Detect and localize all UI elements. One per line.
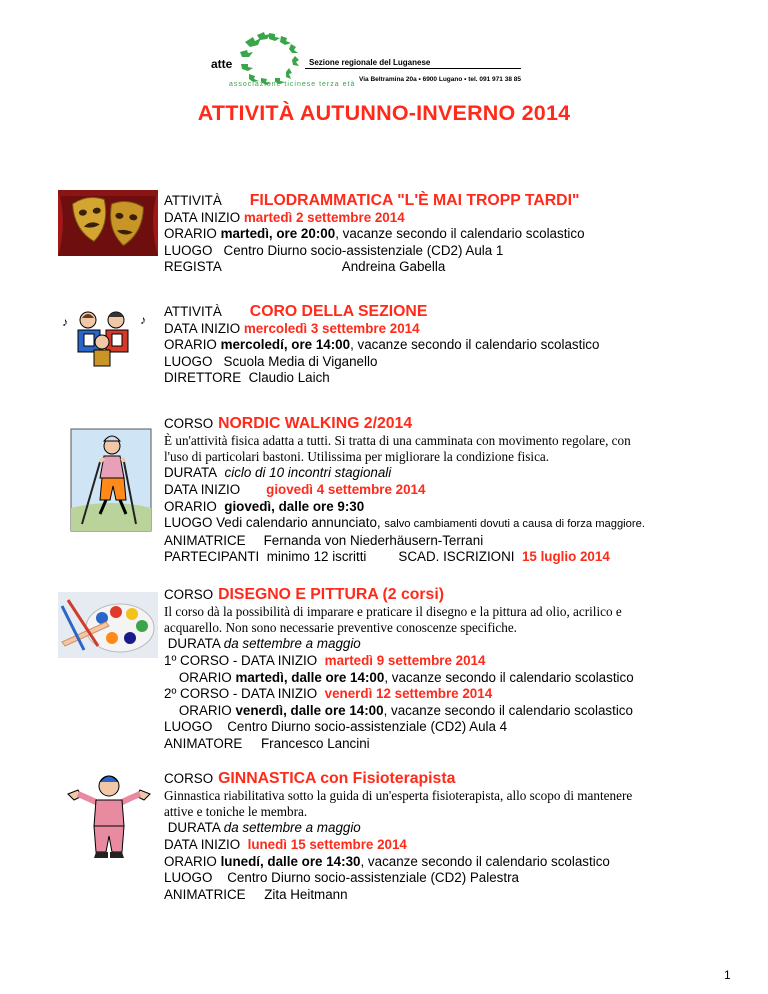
deadline-date: 15 luglio 2014	[521, 549, 610, 565]
entry-kind: CORSO	[164, 416, 214, 431]
course2-label: 2º CORSO - DATA INIZIO	[164, 686, 318, 702]
start-date: lunedì 15 settembre 2014	[247, 837, 407, 852]
course1-schedule-time: martedì, dalle ore 14:00	[235, 669, 385, 685]
entry-kind: ATTIVITÀ	[164, 193, 222, 208]
start-date: giovedì 4 settembre 2014	[266, 482, 426, 497]
course2-start-date: venerdì 12 settembre 2014	[324, 686, 493, 702]
entry-filodrammatica	[164, 193, 585, 276]
place-label: LUOGO	[164, 870, 213, 886]
duration-label: DURATA	[167, 636, 221, 652]
entry-title: GINNASTICA con Fisioterapista	[218, 770, 456, 787]
participants-value: minimo 12 iscritti	[266, 549, 367, 565]
entry-disegno-pittura	[164, 587, 634, 753]
entry-coro	[164, 304, 599, 387]
deadline-label: SCAD. ISCRIZIONI	[398, 549, 515, 565]
place-value: Centro Diurno socio-assistenziale (CD2) Palestra	[227, 870, 519, 886]
start-label: DATA INIZIO	[164, 209, 241, 225]
person-value: Francesco Lancini	[260, 735, 370, 751]
description-line: Il corso dà la possibilità di imparare e praticare il disegno e la pittura ad olio, acrilico e	[164, 603, 622, 619]
entry-title: DISEGNO E PITTURA (2 corsi)	[218, 586, 444, 603]
schedule-time: mercoledí, ore 14:00	[220, 337, 351, 353]
nordic-walker-icon	[70, 428, 152, 537]
person-value: Zita Heitmann	[264, 886, 348, 902]
paint-palette-icon	[58, 592, 158, 663]
place-label: LUOGO	[164, 515, 213, 531]
place-value: Scuola Media di Viganello	[223, 353, 378, 369]
course2-schedule-label: ORARIO	[178, 702, 232, 718]
person-label: REGISTA	[164, 259, 222, 275]
duration-value: ciclo di 10 incontri stagionali	[224, 465, 392, 481]
start-date: mercoledì 3 settembre 2014	[243, 320, 420, 336]
section-name: Sezione regionale del Luganese	[309, 58, 431, 67]
schedule-note: , vacanze secondo il calendario scolastico	[360, 853, 610, 869]
participants-label: PARTECIPANTI	[164, 549, 260, 565]
course2-schedule-note: , vacanze secondo il calendario scolastico	[383, 702, 633, 718]
place-value: Vedi calendario annunciato,	[216, 515, 381, 531]
duration-label: DURATA	[167, 820, 221, 836]
logo-arc-text: associazione ticinese terza età	[229, 81, 356, 88]
person-value: Claudio Laich	[248, 370, 330, 386]
schedule-time: martedì, ore 20:00	[220, 226, 336, 242]
doves-circle-icon	[205, 30, 525, 90]
start-label: DATA INIZIO	[164, 320, 241, 336]
schedule-label: ORARIO	[164, 226, 217, 242]
entry-ginnastica	[164, 771, 632, 903]
start-label: DATA INIZIO	[164, 482, 241, 497]
course1-label: 1º CORSO - DATA INIZIO	[164, 653, 318, 668]
schedule-time: lunedí, dalle ore 14:30	[220, 853, 361, 869]
schedule-time: giovedì, dalle ore 9:30	[224, 498, 365, 514]
schedule-label: ORARIO	[164, 337, 217, 353]
schedule-note: , vacanze secondo il calendario scolastico	[350, 337, 600, 353]
person-label: ANIMATRICE	[164, 886, 246, 902]
svg-text:♪: ♪	[62, 315, 68, 329]
duration-value: da settembre a maggio	[223, 820, 361, 836]
place-label: LUOGO	[164, 242, 213, 258]
start-date: martedì 2 settembre 2014	[243, 209, 405, 225]
course1-start-date: martedì 9 settembre 2014	[324, 653, 486, 668]
org-name: atte	[211, 57, 233, 71]
start-label: DATA INIZIO	[164, 837, 241, 852]
description-line: È un'attività fisica adatta a tutti. Si tratta di una camminata con movimento regolare, con	[164, 432, 631, 448]
page-number: 1	[724, 968, 731, 982]
entry-title: CORO DELLA SEZIONE	[249, 303, 428, 320]
person-label: ANIMATRICE	[164, 532, 246, 548]
place-note: salvo cambiamenti dovuti a causa di forza maggiore.	[384, 518, 645, 531]
description-line: attive e toniche le membra.	[164, 804, 308, 819]
schedule-note: , vacanze secondo il calendario scolastico	[335, 226, 585, 242]
entry-kind: CORSO	[164, 587, 214, 602]
entry-title: NORDIC WALKING 2/2014	[218, 415, 413, 432]
course1-schedule-label: ORARIO	[178, 669, 232, 685]
gymnast-icon	[64, 772, 154, 867]
entry-kind: CORSO	[164, 771, 214, 786]
schedule-label: ORARIO	[164, 853, 217, 869]
person-label: ANIMATORE	[164, 735, 243, 751]
person-label: DIRETTORE	[164, 370, 242, 386]
schedule-label: ORARIO	[164, 498, 217, 514]
duration-value: da settembre a maggio	[223, 636, 361, 652]
theatre-masks-icon	[58, 190, 158, 261]
entry-title: FILODRAMMATICA "L'È MAI TROPP TARDI"	[249, 192, 580, 209]
place-label: LUOGO	[164, 719, 213, 735]
course2-schedule-time: venerdì, dalle ore 14:00	[235, 702, 384, 718]
place-value: Centro Diurno socio-assistenziale (CD2) Aula 1	[223, 242, 504, 258]
entry-kind: ATTIVITÀ	[164, 304, 222, 319]
description-line: Ginnastica riabilitativa sotto la guida di un'esperta fisioterapista, allo scopo di mantenere	[164, 787, 633, 803]
description-line: acquarello. Non sono necessarie preventive conoscenze specifiche.	[164, 620, 517, 635]
duration-label: DURATA	[164, 465, 218, 481]
course1-schedule-note: , vacanze secondo il calendario scolastico	[384, 669, 634, 685]
choir-singers-icon	[62, 308, 154, 373]
header-address: Via Beltramina 20a • 6900 Lugano • tel. 091 971 38 85	[359, 76, 521, 83]
entry-nordic-walking	[164, 416, 645, 566]
place-value: Centro Diurno socio-assistenziale (CD2) Aula 4	[227, 719, 508, 735]
svg-text:♪: ♪	[140, 313, 146, 327]
description-line: l'uso di particolari bastoni. Utilissima per migliorare la condizione fisica.	[164, 449, 550, 464]
page-title: ATTIVITÀ AUTUNNO-INVERNO 2014	[197, 101, 571, 125]
place-label: LUOGO	[164, 353, 213, 369]
association-logo	[205, 30, 525, 90]
person-value: Andreina Gabella	[341, 259, 446, 275]
person-value: Fernanda von Niederhäusern-Terrani	[263, 532, 484, 548]
